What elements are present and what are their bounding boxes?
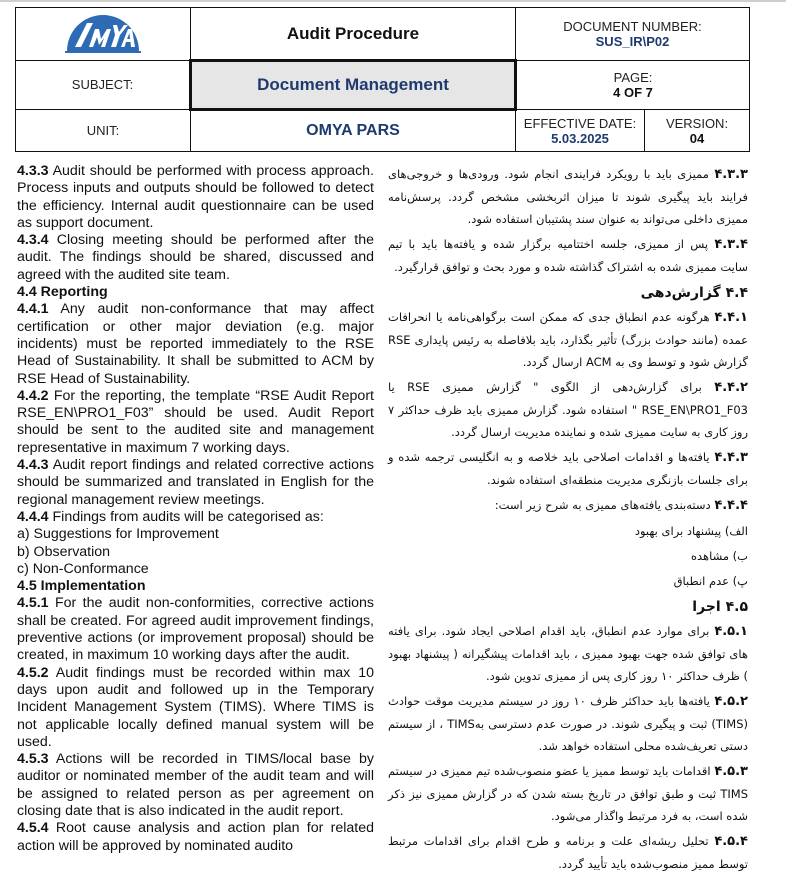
list-item — [17, 526, 374, 543]
list-item — [388, 570, 748, 592]
clause-paragraph — [17, 820, 374, 855]
clause-text: یافته‌ها باید حداکثر ظرف ۱۰ روز در سیستم مدیریت موقت حوادث (TIMS) ثبت و پیگیری شوند. در صورت عدم دسترسی بهTIMS ، از سیستم دستی تعریف‌شده محلی استفاده خواهد شد. — [388, 694, 748, 753]
clause-text: Audit report findings and related corrective actions should be summarized and translated in English for the regional management review meetings. — [17, 457, 374, 508]
list-item — [388, 520, 748, 542]
clause-text: Closing meeting should be performed after the audit. The findings should be shared, discussed and agreed with the audited site team. — [17, 232, 374, 283]
clause-paragraph — [388, 233, 748, 278]
clause-text: For the reporting, the template “RSE Audit Report RSE_EN\PRO1_F03” should be used. Audit Report should be sent to the audited site and management representative in maximum 7 working days. — [17, 387, 374, 456]
clause-text: Findings from audits will be categorised as: — [48, 508, 324, 525]
clause-paragraph — [388, 163, 748, 230]
clause-paragraph — [17, 595, 374, 664]
clause-paragraph — [17, 163, 374, 232]
clause-number: 4.3.3 — [17, 163, 49, 179]
document-title: Audit Procedure — [286, 23, 420, 43]
clause-number: 4.4.3 — [17, 457, 49, 474]
page-cell — [516, 61, 750, 110]
clause-text: یافته‌ها و اقدامات اصلاحی باید خلاصه و به انگلیسی ترجمه شده و برای جلسات بازنگری مدیریت منطقه‌ای استفاده شوند. — [388, 450, 748, 487]
clause-number: ۴.۴.۳ — [714, 450, 748, 465]
clause-text: Audit should be performed with process approach. Process inputs and outputs should be followed to detect the efficiency. Internal audit questionnaire can be used as support document. — [17, 163, 374, 231]
document-number-cell — [516, 8, 750, 61]
clause-paragraph — [388, 446, 748, 491]
page-label: PAGE: — [613, 70, 653, 85]
clause-text: Any audit non-conformance that may affect certification or other major deviation (e.g. major incidents) must be reported immediately to the RSE Head of Sustainability. It shall be submitted to ACM by RSE Head of Sustainability. — [17, 301, 374, 387]
clause-text: Audit findings must be recorded within max 10 days upon audit and followed up in the Temporary Incident Management System (TIMS). Where TIMS is not applicable locally defined manual system will be used. — [17, 664, 374, 750]
clause-paragraph — [388, 306, 748, 373]
unit-label: UNIT: — [86, 122, 120, 138]
subject-label-cell — [16, 61, 191, 110]
clause-text: a) Suggestions for Improvement — [17, 526, 219, 543]
list-item — [388, 545, 748, 567]
clause-number: ۴.۴.۴ — [714, 498, 748, 513]
version-number: 04 — [689, 130, 705, 146]
clause-number: ۴.۴.۲ — [714, 380, 748, 395]
clause-text: Actions will be recorded in TIMS/local base by auditor or nominated member of the audit team and will be assigned to related person as per agreement on closing date that is also indicated in the audit report. — [17, 751, 374, 819]
section-heading: ۴.۵ اجرا — [692, 599, 748, 615]
clause-text: b) Observation — [17, 543, 111, 560]
title-cell — [191, 8, 516, 61]
clause-number: 4.4.4 — [17, 508, 49, 525]
clause-number: 4.3.4 — [17, 232, 49, 249]
clause-paragraph — [388, 830, 748, 875]
version-cell — [645, 110, 750, 152]
clause-number: 4.4.1 — [17, 301, 49, 318]
clause-text: برای گزارش‌دهی از الگوی " گزارش ممیزی RSE یا RSE_EN\PRO1_F03 " استفاده شود. گزارش ممیزی باید ظرف حداکثر ۷ روز کاری به سایت ممیزی شده و نماینده مدیریت ارسال گردد. — [388, 380, 748, 439]
omya-logo-icon — [65, 11, 141, 53]
clause-paragraph — [17, 665, 374, 751]
clause-number: 4.5.1 — [17, 595, 49, 612]
effective-date-cell — [516, 110, 645, 152]
clause-paragraph — [17, 751, 374, 820]
clause-number: ۴.۵.۴ — [714, 834, 748, 849]
clause-paragraph — [388, 620, 748, 687]
unit-cell — [191, 110, 516, 152]
clause-paragraph — [17, 509, 374, 526]
document-number-label: DOCUMENT NUMBER: — [563, 19, 702, 34]
effective-date: 5.03.2025 — [551, 130, 609, 146]
list-item — [17, 561, 374, 578]
clause-text: برای موارد عدم انطباق، باید اقدام اصلاحی ایجاد شود. برای یافته های توافق شده جهت بهبود ممیزی ، باید اقدامات پیشگیرانه ( پیشنهاد بهبود ) ظرف حداکثر ۱۰ روز کاری پس از ممیزی تدوین شود. — [388, 624, 748, 683]
clause-number: ۴.۵.۱ — [714, 624, 748, 639]
subject-value: Document Management — [257, 75, 449, 94]
clause-text: c) Non-Conformance — [17, 560, 149, 577]
page-top-border — [0, 0, 786, 2]
persian-column — [388, 163, 748, 878]
clause-number: 4.5.2 — [17, 664, 49, 681]
clause-paragraph — [17, 457, 374, 509]
version-label: VERSION: — [665, 115, 729, 131]
clause-text: اقدامات باید توسط ممیز یا عضو منصوب‌شده تیم ممیزی در سیستم TIMS ثبت و طبق توافق در تاریخ بسته شدن که در گزارش ممیزی نیز ذکر شده است، به فرد مرتبط واگذار می‌شود. — [388, 764, 748, 823]
document-header-table — [15, 7, 750, 152]
clause-paragraph — [388, 690, 748, 757]
clause-number: ۴.۵.۲ — [714, 694, 748, 709]
clause-number: 4.5.3 — [17, 751, 49, 768]
logo-cell — [16, 8, 191, 61]
subject-label: SUBJECT: — [71, 77, 134, 92]
clause-text: هرگونه عدم انطباق جدی که ممکن است برگواهی‌نامه یا انحرافات عمده (مانند حوادث بزرگ) تأثیر بگذارد، باید بلافاصله به رئیس پایداری RSE گزارش شود و توسط وی به ACM ارسال گردد. — [388, 310, 748, 369]
clause-text: الف) پیشنهاد برای بهبود — [634, 524, 748, 538]
clause-text: پ) عدم انطباق — [673, 574, 748, 588]
section-heading: 4.5 Implementation — [17, 578, 146, 595]
clause-text: ممیزی باید با رویکرد فرایندی انجام شود. ورودی‌ها و خروجی‌های فرایند باید پیگیری شوند تا میزان اثربخشی مشخص گردد. پرسش‌نامه ممیزی داخلی می‌تواند به عنوان سند پشتیبان استفاده شود. — [388, 167, 748, 226]
unit-value: OMYA PARS — [306, 122, 400, 139]
clause-number: 4.5.4 — [17, 820, 49, 837]
clause-paragraph — [17, 232, 374, 284]
clause-number: ۴.۴.۱ — [714, 310, 748, 325]
unit-label-cell — [16, 110, 191, 152]
effective-date-label: EFFECTIVE DATE: — [523, 115, 637, 131]
english-column — [17, 163, 374, 855]
clause-text: Root cause analysis and action plan for related action will be approved by nominated audito — [17, 820, 374, 854]
clause-number: ۴.۳.۳ — [714, 167, 748, 182]
subject-cell — [191, 61, 516, 110]
clause-paragraph — [17, 388, 374, 457]
section-heading: 4.4 Reporting — [17, 284, 108, 301]
clause-number: ۴.۵.۳ — [714, 764, 748, 779]
clause-number: ۴.۳.۴ — [714, 237, 748, 252]
section-heading: ۴.۴ گزارش‌دهی — [640, 285, 748, 301]
page-number: 4 OF 7 — [613, 85, 653, 100]
clause-paragraph — [388, 494, 748, 517]
clause-text: تحلیل ریشه‌ای علت و برنامه و طرح اقدام برای اقدامات مرتبط توسط ممیز منصوب‌شده باید تأیید گردد. — [388, 834, 748, 871]
clause-text: پس از ممیزی، جلسه اختتامیه برگزار شده و یافته‌ها باید با تیم سایت ممیزی شده به اشتراک گذاشته شده و مورد بحث و توافق قرارگیرد. — [388, 237, 748, 274]
clause-paragraph — [17, 301, 374, 387]
clause-text: For the audit non-conformities, corrective actions shall be created. For agreed audit improvement findings, preventive actions (or improvement proposal) should be created, in maximum 10 working days after the audit. — [17, 595, 374, 664]
clause-text: ب) مشاهده — [690, 549, 748, 563]
document-number: SUS_IR\P02 — [595, 34, 670, 49]
list-item — [17, 544, 374, 561]
clause-paragraph — [388, 760, 748, 827]
clause-number: 4.4.2 — [17, 387, 49, 404]
clause-paragraph — [388, 376, 748, 443]
clause-text: دسته‌بندی یافته‌های ممیزی به شرح زیر است: — [494, 498, 715, 512]
